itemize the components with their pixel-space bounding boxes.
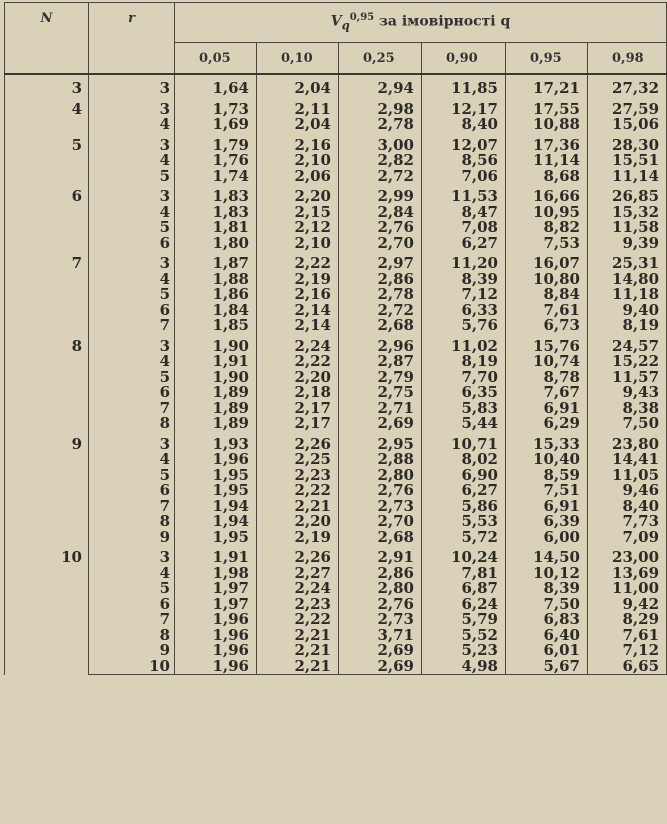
column-header-r: r [89,3,175,75]
value-cell: 1,87 [175,251,257,272]
value-cell: 1,95 [175,468,257,484]
value-cell: 15,06 [588,117,667,133]
value-cell: 24,57 [588,334,667,355]
value-cell: 2,68 [339,318,422,334]
value-cell: 6,65 [588,659,667,675]
value-cell: 23,00 [588,545,667,566]
value-cell: 8,02 [422,452,506,468]
table-row [5,659,667,675]
value-cell: 8,56 [422,153,506,169]
value-cell: 15,32 [588,205,667,221]
value-cell: 2,86 [339,272,422,288]
r-cell: 8 [89,514,175,530]
value-cell: 2,23 [257,468,339,484]
value-cell: 8,40 [422,117,506,133]
r-cell: 5 [89,169,175,185]
value-cell: 10,95 [506,205,588,221]
value-cell: 1,96 [175,452,257,468]
r-cell: 7 [89,401,175,417]
value-cell: 2,15 [257,205,339,221]
r-cell: 3 [89,251,175,272]
value-cell: 11,18 [588,287,667,303]
value-cell: 15,51 [588,153,667,169]
value-cell: 15,33 [506,432,588,453]
value-cell: 2,70 [339,236,422,252]
value-cell: 10,74 [506,354,588,370]
value-cell: 1,83 [175,184,257,205]
n-cell: 9 [5,432,89,546]
value-cell: 1,88 [175,272,257,288]
r-cell: 7 [89,499,175,515]
value-cell: 7,12 [588,643,667,659]
value-cell: 16,66 [506,184,588,205]
value-cell: 11,00 [588,581,667,597]
value-cell: 10,80 [506,272,588,288]
value-cell: 2,21 [257,499,339,515]
value-cell: 25,31 [588,251,667,272]
value-cell: 5,86 [422,499,506,515]
value-cell: 1,73 [175,97,257,118]
value-cell: 1,84 [175,303,257,319]
value-cell: 2,99 [339,184,422,205]
table-row [5,117,667,133]
value-cell: 6,83 [506,612,588,628]
value-cell: 5,79 [422,612,506,628]
value-cell: 5,67 [506,659,588,675]
value-cell: 2,94 [339,74,422,97]
value-cell: 9,39 [588,236,667,252]
table-row [5,236,667,252]
value-cell: 1,96 [175,628,257,644]
value-cell: 7,73 [588,514,667,530]
value-cell: 9,43 [588,385,667,401]
r-cell: 3 [89,184,175,205]
value-cell: 2,86 [339,566,422,582]
value-cell: 2,75 [339,385,422,401]
value-cell: 8,78 [506,370,588,386]
value-cell: 11,14 [588,169,667,185]
value-cell: 2,20 [257,514,339,530]
r-cell: 6 [89,236,175,252]
value-cell: 12,17 [422,97,506,118]
value-cell: 6,27 [422,483,506,499]
value-cell: 5,53 [422,514,506,530]
value-cell: 8,19 [588,318,667,334]
table-body [5,74,667,675]
value-cell: 2,87 [339,354,422,370]
value-cell: 12,07 [422,133,506,154]
value-cell: 2,22 [257,354,339,370]
value-cell: 7,51 [506,483,588,499]
value-cell: 2,80 [339,468,422,484]
r-cell: 8 [89,628,175,644]
v-superscript: 0,95 [349,12,375,24]
value-cell: 2,22 [257,251,339,272]
value-cell: 23,80 [588,432,667,453]
value-cell: 7,61 [506,303,588,319]
value-cell: 7,50 [506,597,588,613]
value-cell: 2,22 [257,612,339,628]
value-cell: 1,96 [175,659,257,675]
value-cell: 2,78 [339,117,422,133]
value-cell: 2,17 [257,416,339,432]
value-cell: 3,71 [339,628,422,644]
value-cell: 8,19 [422,354,506,370]
value-cell: 2,16 [257,287,339,303]
value-cell: 2,71 [339,401,422,417]
value-cell: 8,47 [422,205,506,221]
value-cell: 6,35 [422,385,506,401]
value-cell: 11,57 [588,370,667,386]
value-cell: 1,80 [175,236,257,252]
table-row [5,74,667,97]
value-cell: 2,21 [257,628,339,644]
value-cell: 1,89 [175,401,257,417]
value-cell: 1,89 [175,385,257,401]
value-cell: 1,64 [175,74,257,97]
table-row [5,530,667,546]
value-cell: 17,55 [506,97,588,118]
r-cell: 7 [89,318,175,334]
r-cell: 6 [89,597,175,613]
n-cell: 5 [5,133,89,185]
value-cell: 14,41 [588,452,667,468]
r-cell: 4 [89,566,175,582]
value-cell: 6,00 [506,530,588,546]
value-cell: 8,59 [506,468,588,484]
value-cell: 2,18 [257,385,339,401]
value-cell: 2,25 [257,452,339,468]
value-cell: 17,36 [506,133,588,154]
r-cell: 6 [89,303,175,319]
v-symbol: V [330,13,342,30]
r-cell: 10 [89,659,175,675]
value-cell: 2,04 [257,117,339,133]
table-row [5,416,667,432]
r-cell: 3 [89,545,175,566]
value-cell: 2,06 [257,169,339,185]
n-cell: 6 [5,184,89,251]
value-cell: 2,70 [339,514,422,530]
value-cell: 2,79 [339,370,422,386]
value-cell: 2,73 [339,612,422,628]
r-cell: 6 [89,483,175,499]
value-cell: 2,24 [257,581,339,597]
value-cell: 1,79 [175,133,257,154]
probability-header-cell: 0,10 [257,43,339,74]
value-cell: 1,97 [175,581,257,597]
r-cell: 5 [89,220,175,236]
value-cell: 16,07 [506,251,588,272]
value-cell: 2,91 [339,545,422,566]
value-cell: 2,69 [339,659,422,675]
value-cell: 10,40 [506,452,588,468]
value-cell: 2,69 [339,643,422,659]
n-cell: 10 [5,545,89,675]
value-cell: 2,21 [257,659,339,675]
value-cell: 8,39 [506,581,588,597]
value-cell: 2,20 [257,184,339,205]
n-cell: 8 [5,334,89,432]
value-cell: 7,09 [588,530,667,546]
r-cell: 3 [89,97,175,118]
table-row [5,133,667,154]
value-cell: 6,29 [506,416,588,432]
value-cell: 1,76 [175,153,257,169]
value-cell: 1,86 [175,287,257,303]
value-cell: 11,58 [588,220,667,236]
value-cell: 2,11 [257,97,339,118]
r-cell: 5 [89,581,175,597]
value-cell: 6,40 [506,628,588,644]
value-cell: 14,50 [506,545,588,566]
table-header [5,3,667,75]
value-cell: 1,98 [175,566,257,582]
value-cell: 11,53 [422,184,506,205]
r-cell: 3 [89,334,175,355]
value-cell: 2,84 [339,205,422,221]
r-cell: 6 [89,385,175,401]
value-cell: 1,69 [175,117,257,133]
value-cell: 2,72 [339,303,422,319]
table-row [5,97,667,118]
value-cell: 10,71 [422,432,506,453]
r-cell: 4 [89,452,175,468]
value-cell: 2,69 [339,416,422,432]
value-cell: 2,76 [339,597,422,613]
value-cell: 2,88 [339,452,422,468]
value-cell: 2,82 [339,153,422,169]
value-cell: 8,38 [588,401,667,417]
value-cell: 17,21 [506,74,588,97]
r-cell: 5 [89,287,175,303]
value-cell: 2,76 [339,483,422,499]
r-cell: 4 [89,272,175,288]
v-caption: за імовірності q [378,13,511,30]
value-cell: 2,68 [339,530,422,546]
r-cell: 3 [89,74,175,97]
probability-header-cell: 0,95 [506,43,588,74]
value-cell: 1,97 [175,597,257,613]
value-cell: 5,23 [422,643,506,659]
v-subscript: q [341,18,350,33]
value-cell: 28,30 [588,133,667,154]
value-cell: 15,76 [506,334,588,355]
n-cell: 7 [5,251,89,334]
r-cell: 4 [89,117,175,133]
table-row [5,169,667,185]
r-cell: 5 [89,468,175,484]
value-cell: 11,05 [588,468,667,484]
probability-header-cell: 0,25 [339,43,422,74]
value-cell: 11,85 [422,74,506,97]
r-cell: 9 [89,530,175,546]
value-cell: 1,81 [175,220,257,236]
column-header-n: N [5,3,89,75]
r-cell: 7 [89,612,175,628]
value-cell: 1,74 [175,169,257,185]
value-cell: 2,14 [257,318,339,334]
value-cell: 9,42 [588,597,667,613]
table-row [5,432,667,453]
table-row [5,334,667,355]
value-cell: 6,33 [422,303,506,319]
value-cell: 26,85 [588,184,667,205]
r-cell: 9 [89,643,175,659]
r-cell: 4 [89,354,175,370]
value-cell: 2,14 [257,303,339,319]
value-cell: 2,73 [339,499,422,515]
value-cell: 1,90 [175,334,257,355]
value-cell: 3,00 [339,133,422,154]
value-cell: 9,46 [588,483,667,499]
r-cell: 4 [89,153,175,169]
value-cell: 1,91 [175,545,257,566]
value-cell: 7,81 [422,566,506,582]
value-cell: 2,27 [257,566,339,582]
r-cell: 4 [89,205,175,221]
value-cell: 7,50 [588,416,667,432]
value-cell: 11,02 [422,334,506,355]
value-cell: 2,04 [257,74,339,97]
value-cell: 1,89 [175,416,257,432]
value-cell: 2,97 [339,251,422,272]
value-cell: 13,69 [588,566,667,582]
value-cell: 2,22 [257,483,339,499]
value-cell: 2,26 [257,432,339,453]
value-cell: 1,94 [175,499,257,515]
value-cell: 1,95 [175,483,257,499]
value-cell: 10,12 [506,566,588,582]
value-cell: 9,40 [588,303,667,319]
critical-values-table [4,2,667,675]
value-cell: 8,84 [506,287,588,303]
value-cell: 1,83 [175,205,257,221]
r-cell: 5 [89,370,175,386]
value-cell: 2,12 [257,220,339,236]
value-cell: 8,39 [422,272,506,288]
value-cell: 1,90 [175,370,257,386]
value-cell: 6,24 [422,597,506,613]
value-cell: 10,88 [506,117,588,133]
table-row [5,545,667,566]
value-cell: 6,39 [506,514,588,530]
value-cell: 8,68 [506,169,588,185]
value-cell: 7,70 [422,370,506,386]
value-cell: 8,29 [588,612,667,628]
value-cell: 6,01 [506,643,588,659]
value-cell: 4,98 [422,659,506,675]
r-cell: 3 [89,133,175,154]
table-row [5,318,667,334]
probability-header-cell: 0,90 [422,43,506,74]
value-cell: 7,67 [506,385,588,401]
value-cell: 6,27 [422,236,506,252]
value-cell: 14,80 [588,272,667,288]
value-cell: 27,32 [588,74,667,97]
value-cell: 2,72 [339,169,422,185]
value-cell: 2,23 [257,597,339,613]
value-cell: 7,61 [588,628,667,644]
value-cell: 5,72 [422,530,506,546]
value-cell: 2,98 [339,97,422,118]
probability-header-cell: 0,05 [175,43,257,74]
value-cell: 2,16 [257,133,339,154]
value-cell: 2,80 [339,581,422,597]
value-cell: 1,94 [175,514,257,530]
value-cell: 1,96 [175,643,257,659]
value-cell: 1,93 [175,432,257,453]
table-row [5,251,667,272]
value-cell: 2,19 [257,530,339,546]
table-row [5,184,667,205]
value-cell: 2,95 [339,432,422,453]
value-cell: 8,40 [588,499,667,515]
value-cell: 2,96 [339,334,422,355]
value-cell: 2,78 [339,287,422,303]
value-cell: 2,76 [339,220,422,236]
n-cell: 4 [5,97,89,133]
value-cell: 6,91 [506,499,588,515]
probability-header-cell: 0,98 [588,43,667,74]
value-cell: 6,91 [506,401,588,417]
value-cell: 6,90 [422,468,506,484]
value-cell: 10,24 [422,545,506,566]
value-cell: 2,17 [257,401,339,417]
r-cell: 8 [89,416,175,432]
value-cell: 7,53 [506,236,588,252]
value-cell: 5,76 [422,318,506,334]
column-header-v [175,3,667,43]
value-cell: 5,52 [422,628,506,644]
value-cell: 1,85 [175,318,257,334]
value-cell: 1,96 [175,612,257,628]
value-cell: 2,24 [257,334,339,355]
n-cell: 3 [5,74,89,97]
value-cell: 7,06 [422,169,506,185]
value-cell: 11,20 [422,251,506,272]
value-cell: 2,26 [257,545,339,566]
value-cell: 8,82 [506,220,588,236]
value-cell: 2,21 [257,643,339,659]
value-cell: 6,73 [506,318,588,334]
value-cell: 7,12 [422,287,506,303]
value-cell: 15,22 [588,354,667,370]
value-cell: 2,10 [257,153,339,169]
value-cell: 11,14 [506,153,588,169]
value-cell: 2,10 [257,236,339,252]
value-cell: 6,87 [422,581,506,597]
r-cell: 3 [89,432,175,453]
value-cell: 1,91 [175,354,257,370]
value-cell: 2,20 [257,370,339,386]
value-cell: 1,95 [175,530,257,546]
value-cell: 5,83 [422,401,506,417]
value-cell: 5,44 [422,416,506,432]
value-cell: 7,08 [422,220,506,236]
value-cell: 27,59 [588,97,667,118]
value-cell: 2,19 [257,272,339,288]
